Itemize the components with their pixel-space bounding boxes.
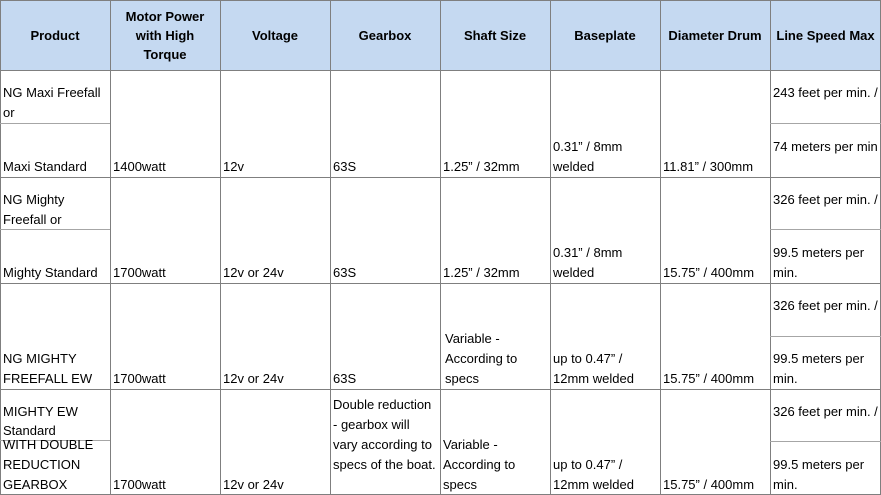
- header-shaft-size: Shaft Size: [440, 0, 550, 70]
- drum-diameter: 15.75” / 400mm: [663, 265, 755, 280]
- product-name: Mighty Standard: [3, 265, 98, 280]
- drum-diameter: 11.81” / 300mm: [663, 159, 754, 174]
- drum-diameter: 15.75” / 400mm: [663, 371, 755, 386]
- shaft-size: 1.25” / 32mm: [443, 265, 520, 280]
- header-baseplate: Baseplate: [550, 0, 660, 70]
- line-speed-meters: 99.5 meters per min.: [773, 457, 865, 492]
- shaft-size: Variable - According to specs: [445, 331, 518, 386]
- grid-line: [110, 0, 111, 495]
- grid-line: [440, 0, 441, 495]
- gearbox: Double reduction - gearbox will vary according to specs of the boat.: [333, 397, 436, 472]
- line-speed-feet: 326 feet per min. /: [773, 404, 878, 419]
- line-speed-feet: 326 feet per min. /: [773, 298, 878, 313]
- baseplate: 0.31” / 8mm welded: [553, 245, 623, 280]
- header-diameter-drum: Diameter Drum: [660, 0, 770, 70]
- header-line-speed: Line Speed Max: [770, 0, 881, 70]
- header-voltage: Voltage: [220, 0, 330, 70]
- grid-line: [0, 0, 881, 1]
- line-speed-feet: 326 feet per min. /: [773, 192, 878, 207]
- shaft-size: Variable - According to specs: [443, 437, 516, 492]
- grid-line: [770, 123, 881, 124]
- grid-line: [770, 336, 881, 337]
- grid-line: [0, 283, 881, 284]
- grid-line: [0, 70, 881, 71]
- voltage: 12v: [223, 159, 244, 174]
- grid-line: [220, 0, 221, 495]
- baseplate: 0.31” / 8mm welded: [553, 139, 623, 174]
- gearbox: 63S: [333, 159, 357, 174]
- grid-line: [0, 177, 881, 178]
- motor-power: 1400watt: [113, 159, 166, 174]
- gearbox: 63S: [333, 265, 357, 280]
- product-name: NG Mighty Freefall or: [3, 192, 65, 227]
- product-name: WITH DOUBLE REDUCTION GEARBOX: [3, 437, 94, 492]
- motor-power: 1700watt: [113, 265, 166, 280]
- product-name: NG MIGHTY FREEFALL EW: [3, 351, 93, 386]
- product-name: Maxi Standard: [3, 159, 87, 174]
- grid-line: [0, 123, 110, 124]
- motor-power: 1700watt: [113, 371, 166, 386]
- header-motor-power: Motor Power with High Torque: [110, 0, 220, 70]
- grid-line: [0, 389, 881, 390]
- motor-power: 1700watt: [113, 477, 166, 492]
- product-name: MIGHTY EW Standard: [3, 404, 78, 438]
- header-product: Product: [0, 0, 110, 70]
- voltage: 12v or 24v: [223, 371, 284, 386]
- grid-line: [770, 229, 881, 230]
- grid-line: [770, 441, 881, 442]
- product-name: NG Maxi Freefall or: [3, 85, 101, 120]
- line-speed-feet: 243 feet per min. /: [773, 85, 878, 100]
- voltage: 12v or 24v: [223, 265, 284, 280]
- voltage: 12v or 24v: [223, 477, 284, 492]
- grid-line: [660, 0, 661, 495]
- baseplate: up to 0.47” / 12mm welded: [553, 457, 634, 492]
- line-speed-meters: 99.5 meters per min.: [773, 351, 865, 386]
- baseplate: up to 0.47” / 12mm welded: [553, 351, 634, 386]
- line-speed-meters: 74 meters per min: [773, 139, 878, 154]
- line-speed-meters: 99.5 meters per min.: [773, 245, 865, 280]
- header-gearbox: Gearbox: [330, 0, 440, 70]
- drum-diameter: 15.75” / 400mm: [663, 477, 755, 492]
- gearbox: 63S: [333, 371, 357, 386]
- shaft-size: 1.25” / 32mm: [443, 159, 520, 174]
